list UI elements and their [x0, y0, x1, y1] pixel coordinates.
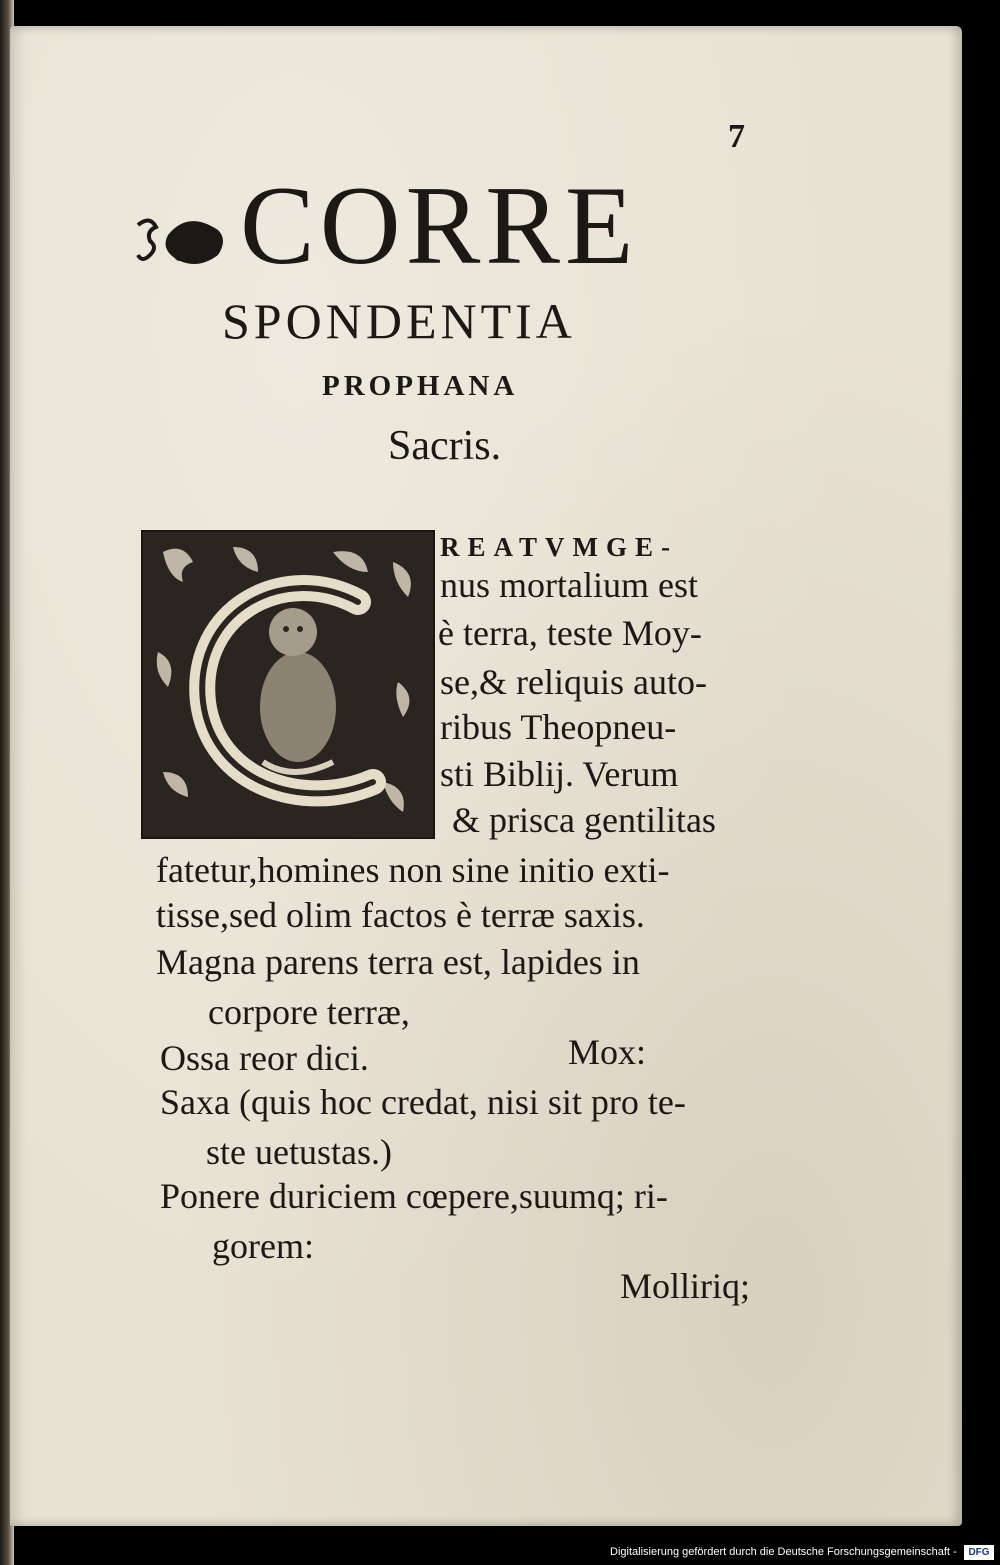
text-line: fatetur,homines non sine initio exti-: [156, 850, 670, 890]
woodcut-initial-icon: [143, 532, 433, 837]
verse-line: Ponere duriciem cœpere,suumq; ri-: [160, 1176, 668, 1216]
subtitle-line-1: SPONDENTIA: [222, 293, 576, 349]
text-line: tisse,sed olim factos è terræ saxis.: [156, 895, 645, 935]
verse-line: Mox:: [568, 1032, 647, 1072]
verse-line: corpore terræ,: [208, 992, 410, 1032]
page-title: CORRE: [240, 164, 639, 288]
text-line: REATVMGE-: [440, 532, 678, 562]
digitization-credit: Digitalisierung gefördert durch die Deutsche Forschungsgemeinschaft -: [610, 1546, 957, 1558]
verse-line: Magna parens terra est, lapides in: [156, 942, 640, 982]
text-line: ribus Theopneu-: [440, 707, 677, 747]
page-number: 7: [728, 118, 745, 155]
decorated-initial: [141, 530, 435, 839]
subtitle-line-2: PROPHANA: [322, 370, 519, 402]
verse-line: Ossa reor dici.: [160, 1038, 369, 1078]
text-line: se,& reliquis auto-: [440, 662, 707, 702]
text-line: è terra, teste Moy-: [438, 613, 702, 653]
dfg-logo: DFG: [964, 1545, 994, 1560]
verse-line: Saxa (quis hoc credat, nisi sit pro te-: [160, 1082, 686, 1122]
subtitle-line-3: Sacris.: [388, 423, 502, 469]
ornament-fleuron-icon: [128, 205, 238, 285]
text-line: nus mortalium est: [440, 565, 698, 605]
text-line: sti Biblij. Verum: [440, 754, 679, 794]
verse-line: gorem:: [212, 1226, 314, 1266]
verse-line: ste uetustas.): [206, 1132, 392, 1172]
text-line: & prisca gentilitas: [452, 800, 716, 840]
catchword: Molliriq;: [620, 1266, 751, 1306]
